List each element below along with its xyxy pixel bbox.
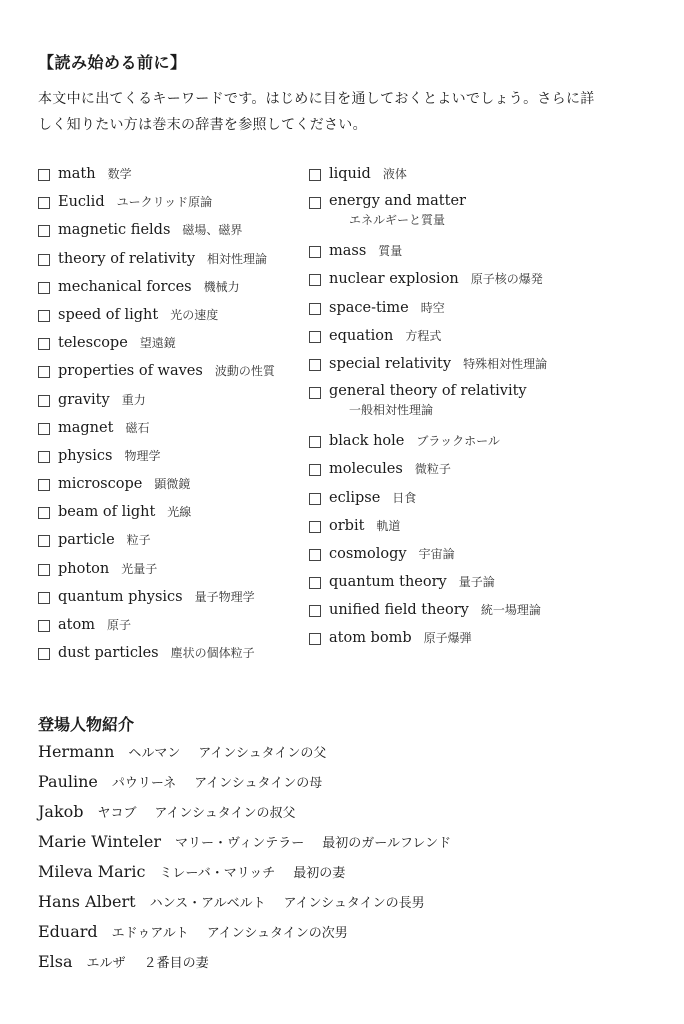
keyword-ja: 一般相対性理論 — [349, 403, 434, 418]
checkbox[interactable] — [309, 605, 321, 617]
keyword-ja: 光線 — [167, 505, 192, 520]
keyword-en: equation — [329, 327, 394, 344]
keyword-item — [38, 588, 308, 616]
keyword-item — [38, 193, 308, 221]
keyword-en: speed of light — [58, 306, 159, 323]
keyword-en: unified field theory — [329, 602, 469, 619]
character-item — [38, 862, 451, 892]
character-name: Eduard — [38, 922, 98, 941]
keyword-list-right — [309, 165, 609, 658]
checkbox[interactable] — [309, 387, 321, 399]
keyword-en: dust particles — [58, 645, 159, 662]
keyword-item — [38, 616, 308, 644]
keyword-item — [309, 327, 609, 355]
character-name: Hans Albert — [38, 892, 136, 911]
keyword-item — [38, 391, 308, 419]
keyword-ja: 特殊相対性理論 — [463, 356, 548, 371]
keyword-en: telescope — [58, 335, 128, 352]
character-name: Marie Winteler — [38, 832, 161, 851]
checkbox[interactable] — [309, 169, 321, 181]
keyword-ja: 軌道 — [376, 518, 401, 533]
character-role: 最初のガールフレンド — [322, 836, 452, 851]
character-item — [38, 832, 451, 862]
character-role: アインシュタインの次男 — [206, 926, 348, 941]
character-role: 最初の妻 — [293, 866, 346, 881]
checkbox[interactable] — [309, 521, 321, 533]
keyword-ja: 液体 — [382, 167, 407, 181]
checkbox[interactable] — [38, 479, 50, 491]
checkbox[interactable] — [38, 225, 50, 237]
checkbox[interactable] — [38, 169, 50, 181]
checkbox[interactable] — [309, 303, 321, 315]
character-item — [38, 742, 451, 772]
character-item — [38, 922, 451, 952]
keyword-item — [38, 334, 308, 362]
keyword-en: space-time — [329, 299, 409, 316]
character-name: Mileva Maric — [38, 862, 146, 881]
keyword-en: atom bomb — [329, 630, 412, 647]
keyword-item — [309, 545, 609, 573]
keyword-en: magnetic fields — [58, 222, 171, 239]
character-kana: エドゥアルト — [111, 926, 189, 941]
checkbox[interactable] — [309, 331, 321, 343]
keyword-en: quantum physics — [58, 588, 183, 605]
character-kana: ヤコブ — [97, 806, 137, 821]
keyword-ja: 統一場理論 — [480, 603, 541, 618]
keyword-item — [309, 489, 609, 517]
checkbox[interactable] — [309, 274, 321, 286]
checkbox[interactable] — [38, 592, 50, 604]
keyword-item — [38, 250, 308, 278]
keyword-item — [309, 517, 609, 545]
keyword-ja: 数学 — [107, 167, 132, 181]
keyword-item — [309, 601, 609, 629]
keyword-item — [38, 165, 308, 193]
keyword-en: physics — [58, 447, 113, 464]
keyword-ja: 波動の性質 — [214, 364, 275, 379]
keyword-ja: 塵状の個体粒子 — [170, 646, 255, 661]
keyword-list-left — [38, 165, 308, 672]
character-kana: マリー・ヴィンテラー — [174, 836, 305, 851]
checkbox[interactable] — [38, 423, 50, 435]
keyword-item — [309, 165, 609, 193]
character-role: アインシュタインの長男 — [283, 896, 425, 911]
keyword-en: mass — [329, 243, 367, 260]
keyword-en: gravity — [58, 391, 110, 408]
characters-title: 登場人物紹介 — [38, 715, 135, 734]
keyword-en: cosmology — [329, 545, 407, 562]
checkbox[interactable] — [309, 549, 321, 561]
keyword-ja: 光量子 — [121, 561, 158, 576]
checkbox[interactable] — [309, 464, 321, 476]
keyword-en: eclipse — [329, 489, 381, 506]
character-kana: ヘルマン — [128, 746, 181, 761]
keyword-ja: 時空 — [420, 300, 445, 315]
checkbox[interactable] — [38, 648, 50, 660]
checkbox[interactable] — [38, 620, 50, 632]
keyword-item — [309, 573, 609, 601]
keyword-item — [38, 362, 308, 390]
intro-title: 【読み始める前に】 — [38, 53, 187, 72]
keyword-en: photon — [58, 560, 110, 577]
keyword-item — [38, 447, 308, 475]
keyword-item — [38, 475, 308, 503]
keyword-ja: 宇宙論 — [418, 546, 455, 561]
keyword-en: mechanical forces — [58, 278, 192, 295]
keyword-ja: 磁石 — [125, 420, 150, 435]
keyword-item — [38, 306, 308, 334]
keyword-item — [309, 629, 609, 657]
keyword-ja: 微粒子 — [414, 462, 451, 477]
checkbox[interactable] — [309, 246, 321, 258]
checkbox[interactable] — [38, 535, 50, 547]
keyword-en: atom — [58, 617, 95, 633]
keyword-en: particle — [58, 532, 115, 549]
checkbox[interactable] — [309, 197, 321, 209]
keyword-ja: 原子 — [106, 618, 131, 632]
keyword-item — [38, 221, 308, 249]
character-name: Hermann — [38, 742, 115, 761]
keyword-ja: 方程式 — [405, 328, 442, 343]
keyword-item — [309, 299, 609, 327]
character-kana: パウリーネ — [111, 776, 177, 791]
checkbox[interactable] — [38, 395, 50, 407]
keyword-en: black hole — [329, 433, 405, 450]
checkbox[interactable] — [309, 436, 321, 448]
character-kana: ハンス・アルベルト — [149, 896, 266, 911]
keyword-ja: ユークリッド原論 — [116, 195, 213, 210]
character-kana: エルザ — [86, 956, 126, 971]
keyword-ja: 原子爆弾 — [423, 631, 472, 646]
character-item — [38, 892, 451, 922]
keyword-item — [38, 503, 308, 531]
character-role: アインシュタインの母 — [194, 776, 323, 791]
keyword-en: theory of relativity — [58, 250, 196, 267]
checkbox[interactable] — [38, 507, 50, 519]
keyword-ja: 量子物理学 — [194, 589, 255, 604]
keyword-en: orbit — [329, 517, 365, 534]
keyword-en: special relativity — [329, 355, 452, 372]
keyword-en: quantum theory — [329, 574, 447, 591]
checkbox[interactable] — [38, 451, 50, 463]
keyword-item — [309, 432, 609, 460]
keyword-item — [309, 460, 609, 488]
keyword-item — [38, 419, 308, 447]
intro-text: 本文中に出てくるキーワードです。はじめに目を通しておくとよいでしょう。さらに詳しく知りたい方は巻末の辞書を参照してください。 — [38, 91, 595, 133]
keyword-ja: 相対性理論 — [207, 251, 268, 266]
checkbox[interactable] — [38, 310, 50, 322]
keyword-ja: 重力 — [121, 392, 146, 407]
checkbox[interactable] — [38, 282, 50, 294]
character-kana: ミレーバ・マリッチ — [159, 866, 276, 881]
character-item — [38, 772, 451, 802]
checkbox[interactable] — [38, 254, 50, 266]
character-item — [38, 802, 451, 832]
keyword-item — [309, 193, 609, 242]
keyword-en: properties of waves — [58, 363, 203, 380]
character-role: アインシュタインの叔父 — [154, 806, 296, 821]
keyword-item — [309, 270, 609, 298]
keyword-en: microscope — [58, 476, 143, 493]
keyword-en: math — [58, 166, 96, 182]
checkbox[interactable] — [309, 493, 321, 505]
keyword-ja: 質量 — [378, 244, 403, 259]
character-role: ２番目の妻 — [143, 956, 209, 971]
keyword-ja: 量子論 — [458, 575, 495, 590]
character-item — [38, 952, 451, 982]
keyword-item — [38, 644, 308, 672]
character-name: Pauline — [38, 772, 98, 791]
character-role: アインシュタインの父 — [198, 746, 327, 761]
keyword-en: general theory of relativity — [329, 383, 527, 400]
keyword-en: nuclear explosion — [329, 271, 459, 288]
keyword-ja: 粒子 — [126, 533, 151, 548]
keyword-ja: 磁場、磁界 — [182, 223, 243, 238]
keyword-item — [309, 355, 609, 383]
checkbox[interactable] — [38, 197, 50, 209]
character-name: Jakob — [38, 802, 84, 821]
keyword-ja: 望遠鏡 — [139, 336, 176, 351]
character-list — [38, 742, 451, 982]
keyword-en: beam of light — [58, 504, 156, 521]
keyword-ja: 日食 — [392, 490, 417, 505]
checkbox[interactable] — [38, 366, 50, 378]
checkbox[interactable] — [309, 359, 321, 371]
keyword-ja: 機械力 — [203, 279, 240, 294]
keyword-ja: エネルギーと質量 — [349, 213, 446, 228]
checkbox[interactable] — [309, 577, 321, 589]
character-name: Elsa — [38, 952, 73, 971]
checkbox[interactable] — [38, 564, 50, 576]
keyword-en: molecules — [329, 461, 403, 478]
keyword-item — [38, 531, 308, 559]
keyword-en: energy and matter — [329, 193, 466, 210]
keyword-item — [309, 242, 609, 270]
keyword-ja: ブラックホール — [416, 434, 500, 449]
keyword-ja: 光の速度 — [170, 307, 219, 322]
keyword-item — [309, 383, 609, 432]
checkbox[interactable] — [309, 633, 321, 645]
keyword-en: magnet — [58, 419, 114, 436]
keyword-en: Euclid — [58, 194, 105, 211]
checkbox[interactable] — [38, 338, 50, 350]
keyword-ja: 原子核の爆発 — [470, 272, 543, 287]
keyword-en: liquid — [329, 166, 371, 182]
keyword-ja: 物理学 — [124, 448, 161, 463]
keyword-item — [38, 560, 308, 588]
keyword-item — [38, 278, 308, 306]
keyword-ja: 顕微鏡 — [154, 477, 191, 492]
